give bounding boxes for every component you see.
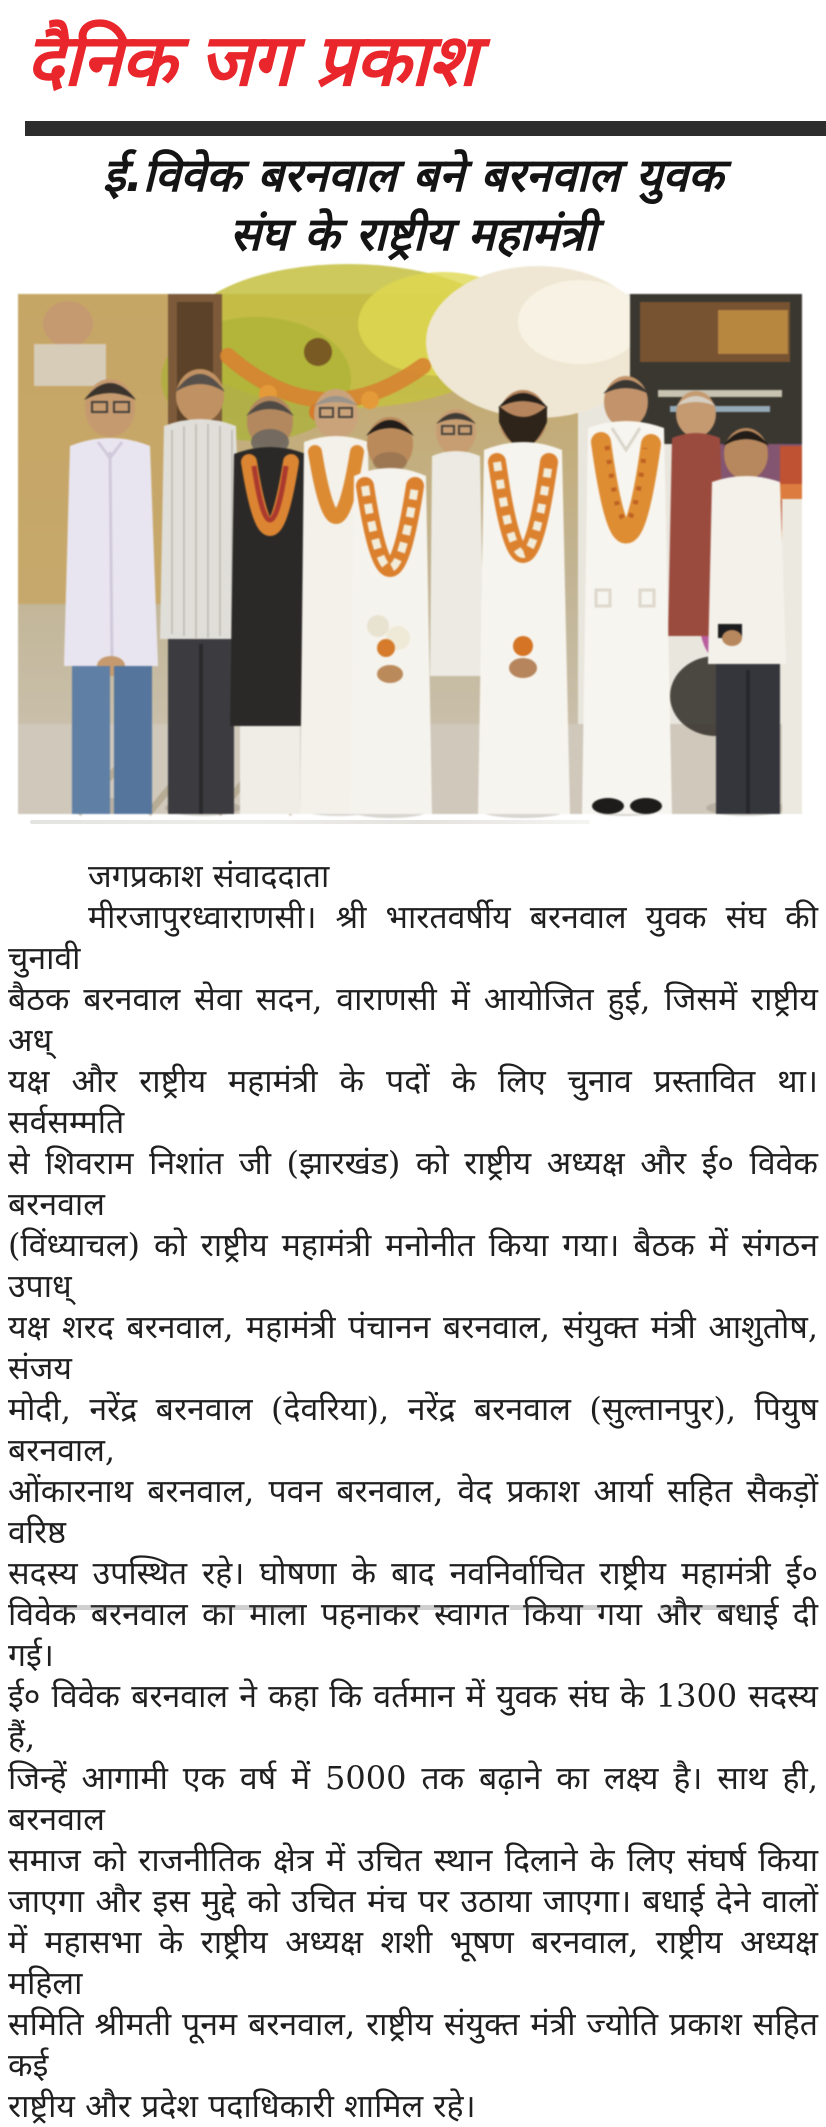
newspaper-clipping: [0, 10, 826, 2125]
article-line: (विंध्याचल) को राष्ट्रीय महामंत्री मनोनीत किया गया। बैठक में संगठन उपाध्: [8, 1226, 818, 1305]
article-byline: जगप्रकाश संवाददाता: [88, 857, 330, 895]
article-line: यक्ष और राष्ट्रीय महामंत्री के पदों के लिए चुनाव प्रस्तावित था। सर्वसम्मति: [8, 1062, 818, 1141]
article-line: ओंकारनाथ बरनवाल, पवन बरनवाल, वेद प्रकाश आर्या सहित सैकड़ों वरिष्ठ: [8, 1472, 819, 1551]
newspaper-masthead-title: दैनिक जग प्रकाश: [26, 18, 477, 102]
scan-smudge-artifact: [30, 820, 590, 824]
group-photo-illustration: [18, 294, 802, 814]
headline-line-1: ई.विवेक बरनवाल बने बरनवाल युवक: [102, 148, 724, 202]
article-line: से शिवराम निशांत जी (झारखंड) को राष्ट्रीय अध्यक्ष और ई० विवेक बरनवाल: [8, 1144, 818, 1223]
article-line: मीरजापुरध्वाराणसी। श्री भारतवर्षीय बरनवाल युवक संघ की चुनावी: [8, 898, 818, 977]
article-line: यक्ष शरद बरनवाल, महामंत्री पंचानन बरनवाल, संयुक्त मंत्री आशुतोष, संजय: [8, 1308, 818, 1387]
article-line: मोदी, नरेंद्र बरनवाल (देवरिया), नरेंद्र बरनवाल (सुल्तानपुर), पियुष बरनवाल,: [8, 1390, 818, 1469]
article-line: विवेक बरनवाल का माला पहनाकर स्वागत किया गया और बधाई दी गई।: [8, 1595, 818, 1674]
article-photo: [18, 294, 802, 814]
article-line: ई० विवेक बरनवाल ने कहा कि वर्तमान में युवक संघ के 1300 सदस्य हैं,: [8, 1677, 818, 1756]
headline-line-2: संघ के राष्ट्रीय महामंत्री: [229, 207, 597, 261]
article-line: समिति श्रीमती पूनम बरनवाल, राष्ट्रीय संयुक्त मंत्री ज्योति प्रकाश सहित कई: [8, 2005, 818, 2084]
article-line: बैठक बरनवाल सेवा सदन, वाराणसी में आयोजित हुई, जिसमें राष्ट्रीय अध्: [8, 980, 818, 1059]
article-body: [8, 856, 818, 2127]
article-line: राष्ट्रीय और प्रदेश पदाधिकारी शामिल रहे।: [8, 2087, 476, 2125]
article-line: जाएगा और इस मुद्दे को उचित मंच पर उठाया जाएगा। बधाई देने वालों: [8, 1882, 818, 1920]
article-line: समाज को राजनीतिक क्षेत्र में उचित स्थान दिलाने के लिए संघर्ष किया: [8, 1841, 818, 1879]
article-line: में महासभा के राष्ट्रीय अध्यक्ष शशी भूषण बरनवाल, राष्ट्रीय अध्यक्ष महिला: [8, 1923, 818, 2002]
article-line: सदस्य उपस्थित रहे। घोषणा के बाद नवनिर्वाचित राष्ट्रीय महामंत्री ई०: [8, 1554, 818, 1592]
masthead-divider-rule: [25, 121, 826, 136]
cut-off-text-artifact: [60, 1605, 786, 1610]
article-line: जिन्हें आगामी एक वर्ष में 5000 तक बढ़ाने का लक्ष्य है। साथ ही, बरनवाल: [8, 1759, 818, 1838]
article-headline: [0, 146, 826, 264]
